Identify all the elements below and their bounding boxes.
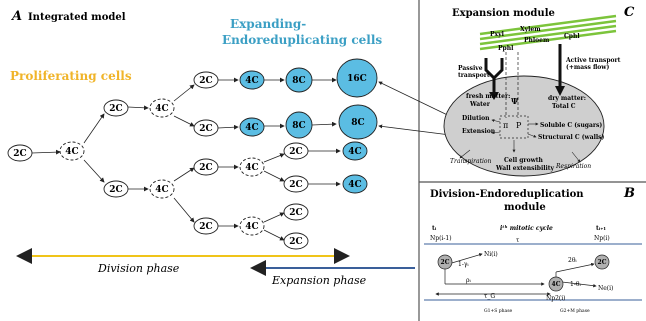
phloem-label: Phloem <box>524 37 550 44</box>
g2m-label: G2+M phase <box>560 309 590 314</box>
cell-label: 2C <box>109 104 123 114</box>
pxyl-label: Pxyl <box>490 31 504 38</box>
np2-label: Np2(i) <box>546 295 566 302</box>
cell-label: 4C <box>348 147 362 157</box>
cell-label: 16C <box>347 74 367 84</box>
panel-b-letter: B <box>624 186 635 201</box>
cell-16c-expanding <box>337 59 377 97</box>
cell-label: 2C <box>109 185 123 195</box>
cell-label: 2C <box>289 208 303 218</box>
cell-label: 2C <box>289 147 303 157</box>
dilution-label: Dilution <box>462 115 490 122</box>
cell-4c-root <box>60 142 84 160</box>
total-c-label: Total C <box>552 103 576 110</box>
cell-4c-expanding-d <box>343 175 367 193</box>
expansion-phase-label: Expansion phase <box>272 274 367 287</box>
dry-matter-label: dry matter: <box>548 95 586 102</box>
cell-2c-upper <box>104 100 128 116</box>
cell-2c-upper-a <box>194 72 218 88</box>
cell-label: 4C <box>551 281 561 288</box>
one-minus-theta-label: 1-θᵢ <box>570 281 581 288</box>
expanding-label-line1: Expanding- <box>230 17 307 31</box>
cell-label: 2C <box>199 124 213 134</box>
psi-label: Ψ <box>511 96 519 106</box>
extension-label: Extension <box>462 128 496 135</box>
cell-2c-lower-a2 <box>284 176 308 192</box>
cell-2c-lower-b2 <box>284 233 308 249</box>
division-phase-label: Division phase <box>98 262 180 275</box>
fresh-matter-label: fresh matter: <box>466 93 511 100</box>
cycle-cell-2c-start <box>438 255 452 269</box>
tau-g-label: τ_G <box>484 293 496 300</box>
cell-label: 2C <box>289 180 303 190</box>
tau-label: τ <box>516 237 520 244</box>
cell-label: 4C <box>155 185 169 195</box>
cell-label: 2C <box>199 76 213 86</box>
transpiration-label: Transpiration <box>450 158 492 165</box>
cell-2c-lower-b <box>194 218 218 234</box>
ne-label: Ne(i) <box>598 285 614 292</box>
cell-label: 2C <box>440 259 450 266</box>
cell-label: 2C <box>199 222 213 232</box>
one-minus-gamma-label: 1-γᵢ <box>458 261 469 268</box>
ti-label: tᵢ <box>432 225 437 232</box>
cell-label: 4C <box>245 163 259 173</box>
cell-4c-lower <box>150 180 174 198</box>
cell-4c-lower-b <box>240 217 264 235</box>
cell-2c-lower-a <box>194 159 218 175</box>
active-transport-label: Active transport (+mass flow) <box>566 57 621 71</box>
ti1-label: tᵢ₊₁ <box>596 225 607 232</box>
cell-label: 4C <box>65 147 79 157</box>
cell-label: 4C <box>348 180 362 190</box>
p-label: P <box>516 121 522 130</box>
cell-8c-expanding-b <box>286 112 312 138</box>
cell-label: 4C <box>245 222 259 232</box>
cell-label: 8C <box>292 76 306 86</box>
water-label: Water <box>470 101 490 108</box>
cell-2c-lower <box>104 181 128 197</box>
xylem-label: Xylem <box>520 26 541 33</box>
panel-c-letter: C <box>624 5 635 20</box>
wall-extensibility-label: Wall extensibility <box>496 165 555 172</box>
cell-label: 2C <box>597 259 607 266</box>
cell-4c-expanding-c <box>343 142 367 160</box>
soluble-c-label: Soluble C (sugars) <box>540 122 603 129</box>
cell-8c-large <box>339 105 377 139</box>
cycle-label: iᵗʰ mitotic cycle <box>500 225 553 232</box>
cell-label: 2C <box>199 163 213 173</box>
passive-transport-label: Passive transport <box>458 65 490 79</box>
cell-label: 2C <box>289 237 303 247</box>
ni-label: Ni(i) <box>484 251 498 258</box>
respiration-label: Respiration <box>556 163 592 170</box>
np-prev-label: Np(i-1) <box>430 235 452 242</box>
cell-4c-expanding-b <box>240 118 264 136</box>
cell-2c-upper-b <box>194 120 218 136</box>
cell-4c-expanding-a <box>240 71 264 89</box>
np-i-label: Np(i) <box>594 235 610 242</box>
cell-label: 8C <box>292 121 306 131</box>
cell-label: 4C <box>245 76 259 86</box>
cell-label: 4C <box>245 123 259 133</box>
cell-2c-lower-a1 <box>284 143 308 159</box>
panel-a-title: Integrated model <box>28 12 126 23</box>
cell-2c-root <box>8 145 32 161</box>
cell-growth-label: Cell growth <box>504 157 543 164</box>
panel-b-title-line2: module <box>504 202 546 213</box>
proliferating-label: Proliferating cells <box>10 69 132 83</box>
g1s-label: G1+S phase <box>484 309 513 314</box>
cell-4c-lower-a <box>240 158 264 176</box>
cell-2c-lower-b1 <box>284 204 308 220</box>
rho-label: ρᵢ <box>466 277 471 284</box>
cphl-label: Cphl <box>564 33 580 40</box>
cell-label: 8C <box>351 118 365 128</box>
expanding-label-line2: Endoreduplicating cells <box>222 33 383 47</box>
two-theta-label: 2θᵢ <box>568 257 577 264</box>
cell-4c-upper <box>150 99 174 117</box>
cycle-cell-2c-end <box>595 255 609 269</box>
panel-c-title: Expansion module <box>452 8 555 19</box>
cell-label: 2C <box>13 149 27 159</box>
cell-8c-expanding-a <box>286 68 312 92</box>
pi-label: π <box>503 121 509 130</box>
cycle-cell-4c <box>549 277 563 291</box>
panel-a-letter: A <box>12 9 23 24</box>
pphl-label: Pphl <box>498 45 514 52</box>
panel-b-title-line1: Division-Endoreduplication <box>430 189 584 200</box>
cell-label: 4C <box>155 104 169 114</box>
structural-c-label: Structural C (walls) <box>538 134 605 141</box>
